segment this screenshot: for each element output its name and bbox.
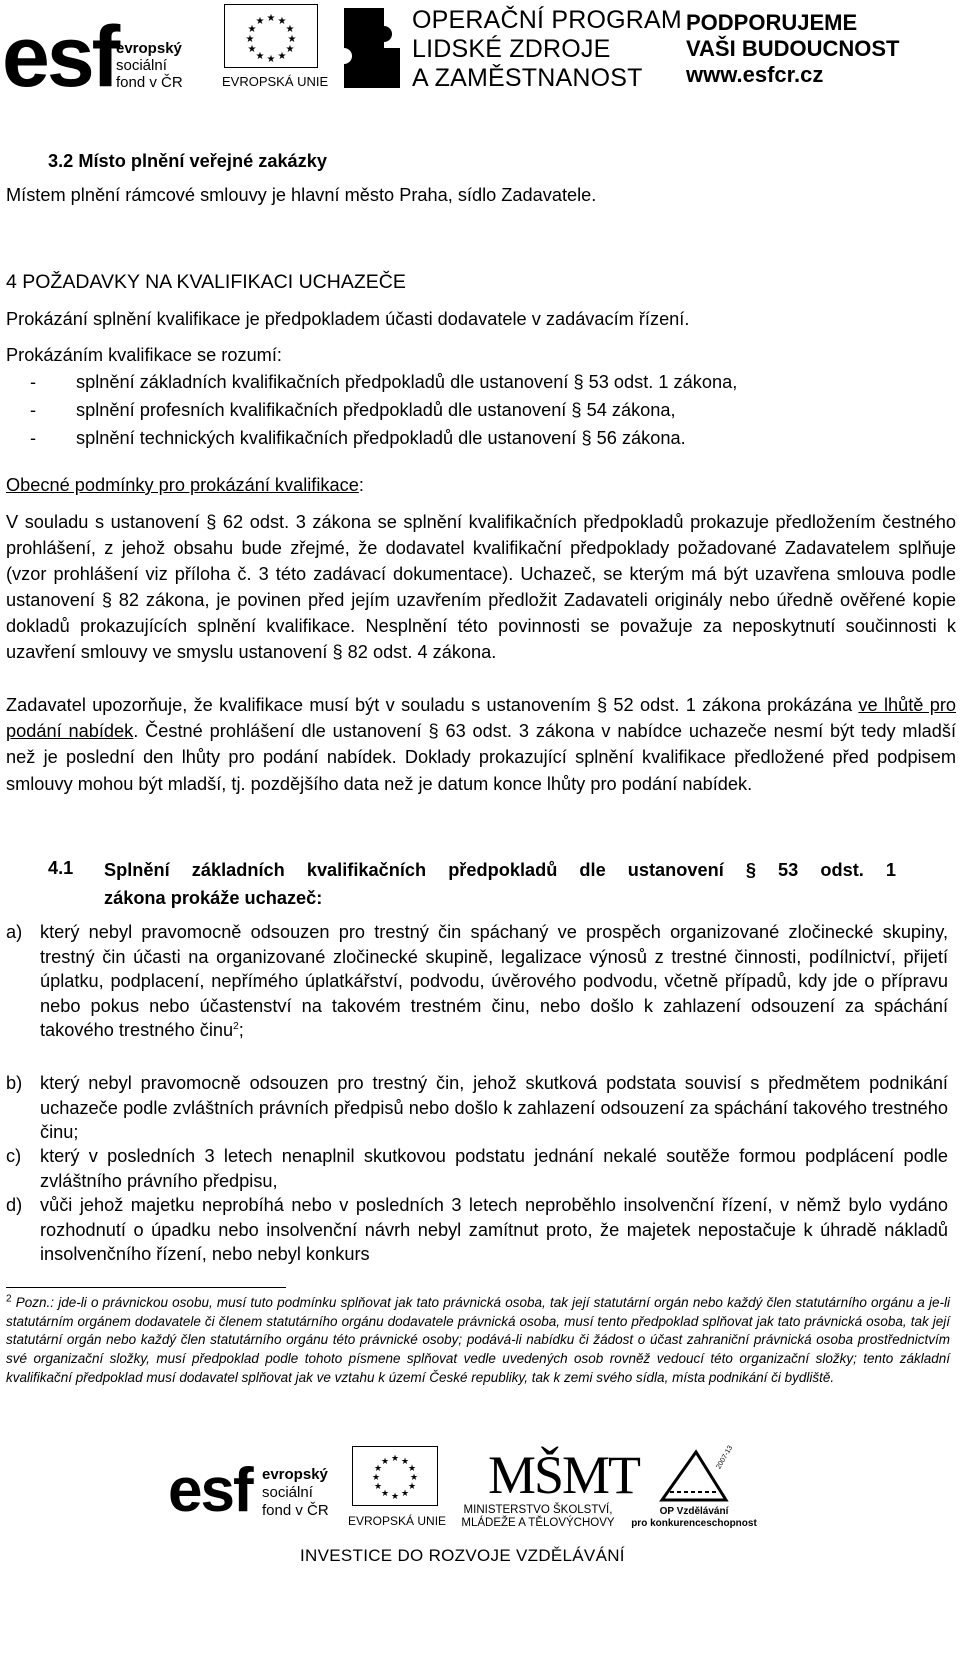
dash-marker: -: [30, 372, 37, 392]
svg-text:★: ★: [266, 54, 276, 65]
footer-logos: [0, 1440, 960, 1674]
footer-esf-logo-text: [262, 1466, 329, 1520]
opvk-line-2: pro konkurenceschopnost: [631, 1518, 757, 1529]
op-line-2: LIDSKÉ ZDROJE: [412, 35, 611, 63]
conditions-colon: :: [358, 475, 364, 495]
svg-text:★: ★: [266, 13, 276, 24]
list-item-label: b): [6, 1073, 23, 1093]
svg-text:★: ★: [390, 1454, 400, 1464]
eu-caption: EVROPSKÁ UNIE: [222, 74, 329, 89]
svg-text:★: ★: [245, 34, 255, 45]
msmt-line-1: MINISTERSTVO ŠKOLSTVÍ,: [463, 1504, 613, 1516]
svg-text:★: ★: [277, 16, 287, 27]
dash-marker: -: [30, 428, 37, 448]
conditions-subheading: [6, 473, 956, 497]
list-item-text: splnění technických kvalifikačních předpokladů dle ustanovení § 56 zákona.: [76, 428, 686, 448]
slogan-text: [686, 10, 900, 88]
opvk-years: 2007-13: [715, 1444, 735, 1471]
list-item-label: d): [6, 1195, 23, 1215]
list-item-label: a): [6, 922, 23, 942]
dash-marker: -: [30, 400, 37, 420]
esf-line-1: evropský: [116, 40, 182, 57]
footnote-separator: [6, 1287, 286, 1288]
svg-text:★: ★: [247, 24, 257, 35]
section-4-1-heading: [104, 856, 896, 912]
footer-eu-stars-icon: [353, 1447, 437, 1505]
footer-tagline: INVESTICE DO ROZVOJE VZDĚLÁVÁNÍ: [300, 1546, 625, 1565]
section-4-heading: 4 POŽADAVKY NA KVALIFIKACI UCHAZEČE: [6, 271, 406, 293]
para2-end: . Čestné prohlášení dle ustanovení § 63 odst. 3 zákona v nabídce uchazeče nesmí být tedy mladší než je poslední den lhůty pro podání nabídek. Doklady prokazující splnění kvalifikace předložené před podpisem smlouvy mohou být mladší, tj. pozdějšího data než je datum konce lhůty pro podání nabídek.: [6, 721, 956, 794]
eu-stars-icon: [225, 5, 317, 67]
slogan-url[interactable]: www.esfcr.cz: [686, 62, 824, 87]
footer-eu-caption: EVROPSKÁ UNIE: [348, 1514, 447, 1528]
list-item-text-tail: ;: [238, 1020, 244, 1040]
svg-text:★: ★: [380, 1489, 390, 1499]
svg-text:★: ★: [373, 1482, 383, 1492]
svg-text:★: ★: [373, 1464, 383, 1474]
svg-text:★: ★: [277, 51, 287, 62]
esf-line-3: fond v ČR: [116, 74, 183, 91]
footer-esf-logo-mark: esf: [168, 1456, 252, 1525]
esf-line-2: sociální: [116, 57, 167, 74]
svg-text:★: ★: [371, 1473, 381, 1483]
msmt-line-2: MLÁDEŽE A TĚLOVÝCHOVY: [461, 1517, 615, 1529]
section-4-1-heading-line-2: zákona prokáže uchazeč:: [104, 888, 323, 908]
svg-text:★: ★: [409, 1473, 419, 1483]
conditions-paragraph-2: [6, 692, 956, 797]
eu-flag-icon: [224, 4, 318, 68]
section-4-1-heading-line-1: Splnění základních kvalifikačních předpokladů dle ustanovení § 53 odst. 1: [104, 860, 896, 880]
svg-text:★: ★: [407, 1464, 417, 1474]
puzzle-icon: [340, 4, 404, 92]
svg-text:★: ★: [285, 24, 295, 35]
svg-text:★: ★: [247, 44, 257, 55]
svg-text:★: ★: [400, 1489, 410, 1499]
list-item-text: [40, 920, 948, 1043]
list-item-text: který v posledních 3 letech nenaplnil skutkovou podstatu jednání nekalé soutěže formou podplácení podle zvláštního právního předpisu,: [40, 1146, 948, 1191]
slogan-line-1: PODPORUJEME: [686, 10, 858, 35]
section-3-2-text: Místem plnění rámcové smlouvy je hlavní město Praha, sídlo Zadavatele.: [6, 185, 597, 205]
section-3-2-heading: 3.2 Místo plnění veřejné zakázky: [48, 151, 327, 171]
section-4-intro-1: Prokázání splnění kvalifikace je předpokladem účasti dodavatele v zadávacím řízení.: [6, 309, 690, 329]
op-program-text: [412, 6, 682, 93]
svg-text:★: ★: [255, 51, 265, 62]
opvk-line-1: OP Vzdělávání: [659, 1506, 729, 1517]
opvk-logo-text: [624, 1506, 764, 1530]
footnote-mark: 2: [6, 1293, 12, 1305]
section-4-intro-2: Prokázáním kvalifikace se rozumí:: [6, 345, 282, 365]
op-line-3: A ZAMĚSTNANOST: [412, 64, 643, 92]
svg-text:★: ★: [407, 1482, 417, 1492]
esf-logo-mark: esf: [2, 9, 118, 105]
msmt-logo-mark: MŠMT: [488, 1445, 640, 1505]
footer-esf-line-3: fond v ČR: [262, 1502, 329, 1519]
footnote: [6, 1294, 950, 1388]
footnote-text: Pozn.: jde-li o právnickou osobu, musí tuto podmínku splňovat jak tato právnická osoba, tak její statutární orgán nebo každý člen statutárního orgánu a je-li statutárním orgánem dodavatele či členem statutárního orgánu dodavatele právnická osoba, musí tento předpoklad splňovat jak tato právnická osoba, tak její statutární orgán nebo každý člen statutárního orgánu této právnické osoby; podává-li nabídku či žádost o účast zahraniční právnická osoba prostřednictvím své organizační složky, musí předpoklad podle tohoto písmene splňovat vedle uvedených osob rovněž vedoucí této organizační složky; tento základní kvalifikační předpoklad musí dodavatel splňovat jak ve vztahu k území České republiky, tak k zemi svého sídla, místa podnikání či bydliště.: [6, 1295, 950, 1385]
conditions-subheading-text: Obecné podmínky pro prokázání kvalifikace: [6, 475, 359, 495]
list-item-text: splnění základních kvalifikačních předpokladů dle ustanovení § 53 odst. 1 zákona,: [76, 372, 738, 392]
esf-logo-text: [116, 40, 183, 91]
svg-text:★: ★: [255, 16, 265, 27]
para2-start: Zadavatel upozorňuje, že kvalifikace musí být v souladu s ustanovením § 52 odst. 1 zákona prokázána: [6, 695, 859, 715]
svg-text:★: ★: [287, 34, 297, 45]
svg-text:★: ★: [285, 44, 295, 55]
svg-text:★: ★: [390, 1492, 400, 1502]
list-item-label: c): [6, 1146, 22, 1166]
msmt-logo-text: [452, 1504, 624, 1530]
op-line-1: OPERAČNÍ PROGRAM: [412, 6, 682, 34]
footer-esf-line-1: evropský: [262, 1466, 328, 1483]
para2-underlined: ve lhůtě pro podání nabídek: [6, 695, 956, 742]
list-item-text-main: který nebyl pravomocně odsouzen pro trestný čin spáchaný ve prospěch organizované zločinecké skupiny, trestný čin účasti na organizované zločinecké skupině, legalizace výnosů z trestné činnosti, podílnictví, přijetí úplatku, podplacení, nepřímého úplatkářství, podvodu, úvěrového podvodu, včetně případů, kdy jde o přípravu nebo pokus nebo účastenství na takovém trestném činu, nebo došlo k zahlazení odsouzení za spáchání takového trestného činu: [40, 922, 948, 1040]
list-item-text: který nebyl pravomocně odsouzen pro trestný čin, jehož skutková podstata souvisí s předmětem podnikání uchazeče podle zvláštních právních předpisů nebo došlo k zahlazení odsouzení za spáchání takového trestného činu;: [40, 1073, 948, 1142]
svg-text:★: ★: [400, 1457, 410, 1467]
conditions-paragraph-1: V souladu s ustanovení § 62 odst. 3 zákona se splnění kvalifikačních předpokladů prokazuje předložením čestného prohlášení, z jehož obsahu bude zřejmé, že dodavatel kvalifikační předpoklady požadované Zadavatelem splňuje (vzor prohlášení viz příloha č. 3 této zadávací dokumentace). Uchazeč, se kterým má být uzavřena smlouva podle ustanovení § 82 zákona, je povinen před jejím uzavřením předložit Zadavateli originály nebo úředně ověřené kopie dokladů prokazujících splnění kvalifikace. Nesplnění této povinnosti se považuje za neposkytnutí součinnosti k uzavření smlouvy ve smyslu ustanovení § 82 odst. 4 zákona.: [6, 512, 956, 663]
list-item-text: splnění profesních kvalifikačních předpokladů dle ustanovení § 54 zákona,: [76, 400, 676, 420]
footer-esf-line-2: sociální: [262, 1484, 313, 1501]
section-4-1-number: 4.1: [48, 858, 74, 878]
header-logos: [0, 0, 960, 105]
svg-text:★: ★: [380, 1457, 390, 1467]
list-item-text: vůči jehož majetku neprobíhá nebo v posledních 3 letech neproběhlo insolvenční řízení, v němž bylo vydáno rozhodnutí o úpadku nebo insolvenční návrh nebyl zamítnut proto, že majetek nepostačuje k úhradě nákladů insolvenčního řízení, nebo nebyl konkurs: [40, 1195, 948, 1264]
slogan-line-2: VAŠI BUDOUCNOST: [686, 36, 900, 61]
footer-eu-flag-icon: [352, 1446, 438, 1506]
footnote-ref[interactable]: 2: [233, 1020, 239, 1032]
